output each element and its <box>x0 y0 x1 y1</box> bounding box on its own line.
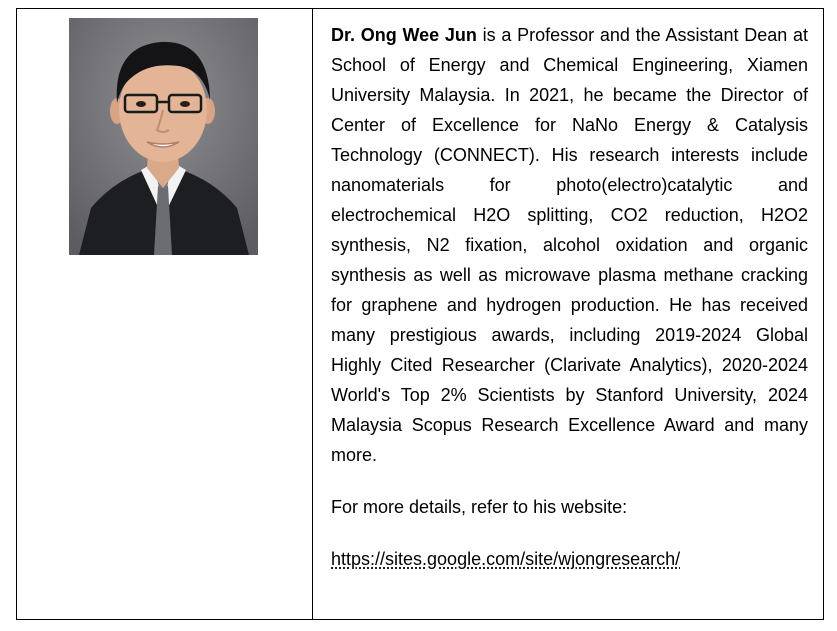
column-divider <box>312 9 313 619</box>
profile-table <box>16 8 824 620</box>
more-details-text: For more details, refer to his website: <box>331 497 628 517</box>
bio-paragraph <box>331 20 808 470</box>
portrait-photo <box>69 18 258 255</box>
bio-text: is a Professor and the Assistant Dean at School of Energy and Chemical Engineering, Xiamen University Malaysia. In 2021, he became the Director of Center of Excellence for NaNo Energy & Catalysis Technology (CONNECT). His research interests include nanomaterials for photo(electro)catalytic and electrochemical H2O splitting, CO2 reduction, H2O2 synthesis, N2 fixation, alcohol oxidation and organic synthesis as well as microwave plasma methane cracking for graphene and hydrogen production. He has received many prestigious awards, including 2019-2024 Global Highly Cited Researcher (Clarivate Analytics), 2020-2024 World's Top 2% Scientists by Stanford University, 2024 Malaysia Scopus Research Excellence Award and many more. <box>331 25 808 465</box>
person-name: Dr. Ong Wee Jun <box>331 25 477 45</box>
bio-cell <box>331 20 808 574</box>
website-link[interactable]: https://sites.google.com/site/wjongresearch/ <box>331 549 681 569</box>
